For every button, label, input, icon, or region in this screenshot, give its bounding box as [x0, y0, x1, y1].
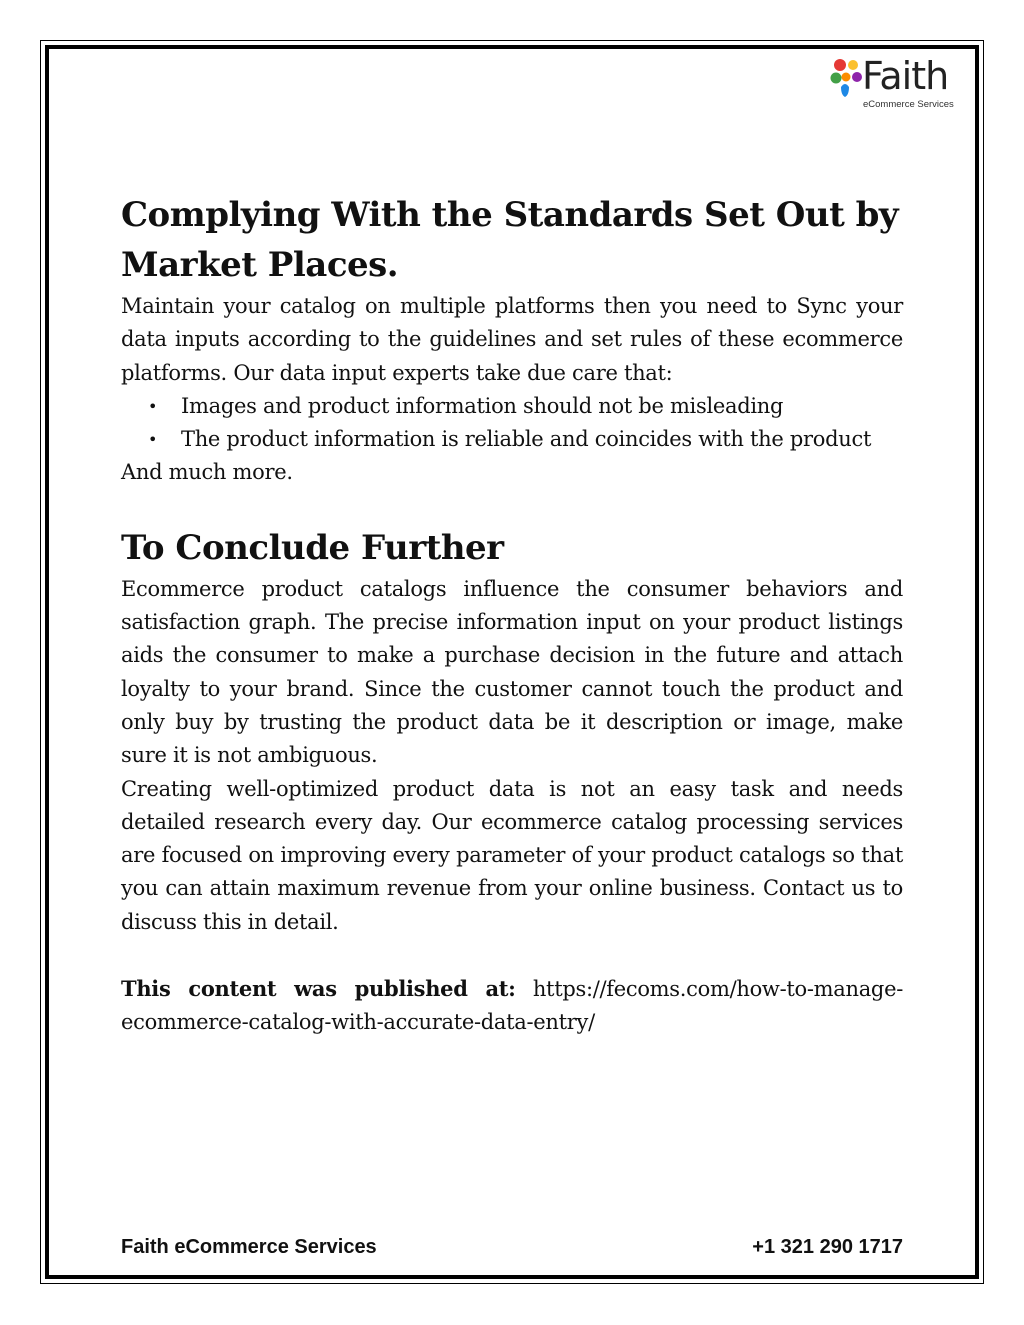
logo-subtitle: eCommerce Services	[863, 99, 954, 110]
spacer	[121, 939, 903, 972]
published-line	[121, 972, 903, 1040]
spacer	[121, 490, 903, 523]
footer-company: Faith eCommerce Services	[121, 1236, 377, 1258]
published-label: This content was published at:	[121, 976, 516, 1002]
section1-bullet-list	[121, 390, 903, 457]
section2-heading: To Conclude Further	[121, 527, 504, 568]
section1-heading: Complying With the Standards Set Out by Market Places.	[121, 195, 899, 285]
section1-paragraph: Maintain your catalog on multiple platforms then you need to Sync your data inputs according to the guidelines and set rules of these ecommerce platforms. Our data input experts take due care that:	[121, 294, 903, 385]
page-footer	[121, 1236, 903, 1259]
section2-paragraph-2: Creating well-optimized product data is not an easy task and needs detailed research every day. Our ecommerce catalog processing services are focused on improving every parameter of your product catalogs so that you can attain maximum revenue from your online business. Contact us to discuss this in detail.	[121, 776, 903, 934]
footer-phone: +1 321 290 1717	[752, 1236, 903, 1258]
bullet-item: • Images and product information should not be misleading	[181, 390, 903, 423]
bullet-item: • The product information is reliable and coincides with the product	[181, 423, 903, 456]
section1-closing: And much more.	[121, 460, 293, 485]
section2-paragraph-1: Ecommerce product catalogs influence the consumer behaviors and satisfaction graph. The precise information input on your product listings aids the consumer to make a purchase decision in the future and attach loyalty to your brand. Since the customer cannot touch the product and only buy by trusting the product data be it description or image, make sure it is not ambiguous.	[121, 576, 903, 768]
faith-logo	[830, 55, 972, 111]
published-url[interactable]: https://fecoms.com/how-to-manage-ecommerce-catalog-with-accurate-data-entry/	[121, 977, 903, 1035]
flower-logo-icon	[830, 57, 864, 105]
logo-wordmark: Faith	[862, 54, 949, 98]
document-body	[121, 190, 903, 1040]
